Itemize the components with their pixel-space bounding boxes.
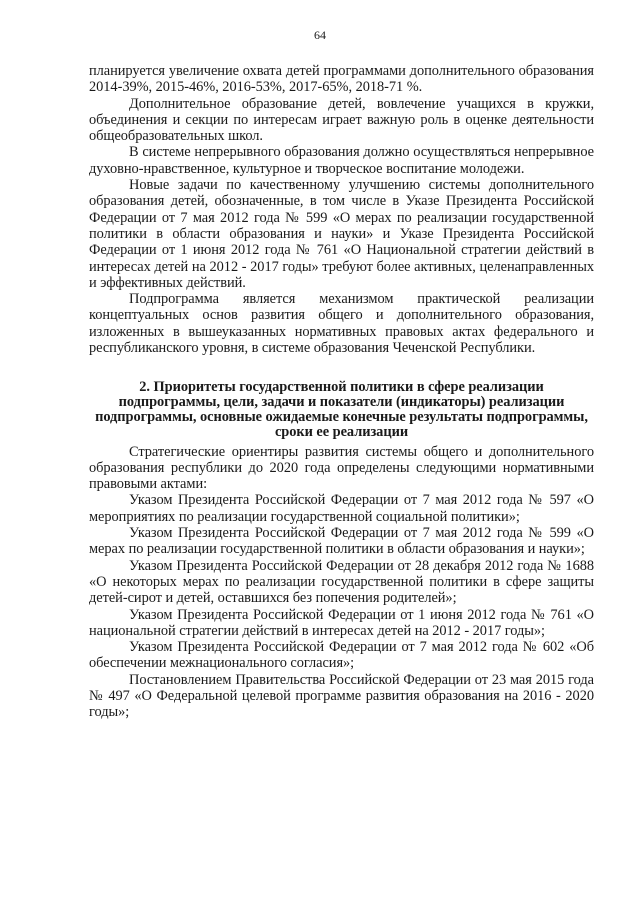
paragraph-new-tasks: Новые задачи по качественному улучшению системы дополнительного образования детей, обозначенные, в том числе в Указе Президента Российской Федерации от 7 мая 2012 года № 599 «О мерах по реализации государственной политики в области образования и науки» и Указе Президента Российской Федерации от 1 июня 2012 года № 761 «О Национальной стратегии действий в интересах детей на 2012 - 2017 годы» требуют более активных, целенаправленных и эффективных действий.: [89, 177, 594, 291]
paragraph-additional-education-role: Дополнительное образование детей, вовлечение учащихся в кружки, объединения и секции по интересам играет важную роль в оценке деятельности общеобразовательных школ.: [89, 95, 594, 145]
paragraph-decree-761: Указом Президента Российской Федерации от 1 июня 2012 года № 761 «О национальной стратегии действий в интересах детей на 2012 - 2017 годы»;: [89, 606, 594, 639]
document-body: [89, 63, 594, 721]
paragraph-decree-597: Указом Президента Российской Федерации от 7 мая 2012 года № 597 «О мероприятиях по реализации государственной социальной политики»;: [89, 492, 594, 525]
paragraph-decree-1688: Указом Президента Российской Федерации от 28 декабря 2012 года № 1688 «О некоторых мерах по реализации государственной политики в сфере защиты детей-сирот и детей, оставшихся без попечения родителей»;: [89, 557, 594, 607]
paragraph-resolution-497: Постановлением Правительства Российской Федерации от 23 мая 2015 года № 497 «О Федеральной целевой программе развития образования на 2016 - 2020 годы»;: [89, 671, 594, 721]
paragraph-coverage-increase: планируется увеличение охвата детей программами дополнительного образования 2014-39%, 2015-46%, 2016-53%, 2017-65%, 2018-71 %.: [89, 63, 594, 96]
paragraph-decree-602: Указом Президента Российской Федерации от 7 мая 2012 года № 602 «Об обеспечении межнационального согласия»;: [89, 639, 594, 672]
paragraph-strategic-guidelines: Стратегические ориентиры развития системы общего и дополнительного образования республики до 2020 года определены следующими нормативными правовыми актами:: [89, 443, 594, 493]
paragraph-continuous-education: В системе непрерывного образования должно осуществляться непрерывное духовно-нравственное, культурное и творческое воспитание молодежи.: [89, 144, 594, 177]
section-heading: 2. Приоритеты государственной политики в сфере реализации подпрограммы, цели, задачи и показатели (индикаторы) реализации подпрограммы, основные ожидаемые конечные результаты подпрограммы, сроки ее реализации: [95, 379, 588, 440]
paragraph-decree-599: Указом Президента Российской Федерации от 7 мая 2012 года № 599 «О мерах по реализации государственной политики в области образования и науки»;: [89, 525, 594, 558]
paragraph-subprogram-mechanism: Подпрограмма является механизмом практической реализации концептуальных основ развития общего и дополнительного образования, изложенных в вышеуказанных нормативных правовых актах федерального и республиканского уровня, в системе образования Чеченской Республики.: [89, 291, 594, 357]
page-number: 64: [314, 28, 326, 42]
